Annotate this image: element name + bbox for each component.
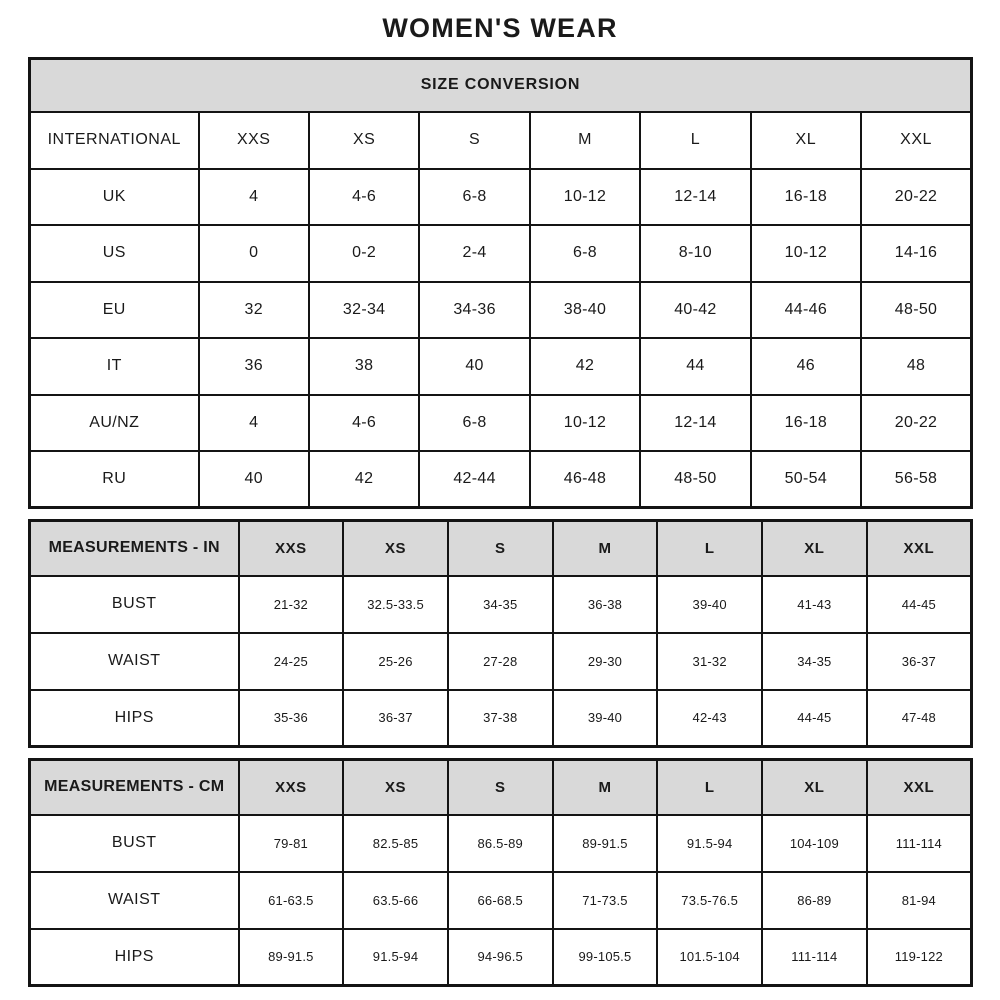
table-row — [30, 225, 972, 282]
size-cell: 4 — [199, 169, 309, 226]
size-cell: 20-22 — [861, 395, 971, 452]
size-cell: 20-22 — [861, 169, 971, 226]
column-header-size: L — [657, 760, 762, 815]
size-cell: 86.5-89 — [448, 815, 553, 872]
size-cell: 89-91.5 — [553, 815, 658, 872]
column-header-size: M — [530, 112, 640, 169]
size-cell: 89-91.5 — [239, 929, 344, 986]
size-cell: 36-38 — [553, 576, 658, 633]
size-cell: 0 — [199, 225, 309, 282]
table-row — [30, 633, 972, 690]
column-header-size: S — [448, 760, 553, 815]
size-cell: 40 — [199, 451, 309, 508]
size-cell: 41-43 — [762, 576, 867, 633]
size-cell: 36 — [199, 338, 309, 395]
page-title: WOMEN'S WEAR — [382, 13, 618, 43]
table-row — [30, 451, 972, 508]
size-cell: 48-50 — [640, 451, 750, 508]
size-cell: 94-96.5 — [448, 929, 553, 986]
size-cell: 44 — [640, 338, 750, 395]
size-cell: 34-35 — [762, 633, 867, 690]
size-cell: 38-40 — [530, 282, 640, 339]
size-cell: 61-63.5 — [239, 872, 344, 929]
size-cell: 81-94 — [867, 872, 972, 929]
table-row — [30, 576, 972, 633]
size-cell: 42-43 — [657, 690, 762, 747]
column-header-size: M — [553, 760, 658, 815]
column-header-label: MEASUREMENTS - IN — [30, 521, 239, 576]
column-header-size: XS — [343, 521, 448, 576]
size-cell: 2-4 — [419, 225, 529, 282]
table-row — [30, 282, 972, 339]
size-cell: 40 — [419, 338, 529, 395]
size-cell: 37-38 — [448, 690, 553, 747]
size-cell: 46 — [751, 338, 861, 395]
size-cell: 39-40 — [657, 576, 762, 633]
column-header-size: XXS — [239, 521, 344, 576]
size-cell: 42-44 — [419, 451, 529, 508]
column-header-size: XXL — [861, 112, 971, 169]
size-cell: 82.5-85 — [343, 815, 448, 872]
size-cell: 111-114 — [867, 815, 972, 872]
size-cell: 35-36 — [239, 690, 344, 747]
size-cell: 104-109 — [762, 815, 867, 872]
size-cell: 34-35 — [448, 576, 553, 633]
size-conversion-table — [28, 57, 973, 509]
size-cell: 12-14 — [640, 395, 750, 452]
size-cell: 25-26 — [343, 633, 448, 690]
row-label: WAIST — [30, 872, 239, 929]
size-cell: 6-8 — [419, 395, 529, 452]
size-cell: 44-45 — [867, 576, 972, 633]
row-label: BUST — [30, 576, 239, 633]
row-label: UK — [30, 169, 199, 226]
size-cell: 36-37 — [343, 690, 448, 747]
table-row — [30, 690, 972, 747]
size-cell: 47-48 — [867, 690, 972, 747]
table-row — [30, 395, 972, 452]
size-cell: 48-50 — [861, 282, 971, 339]
size-cell: 10-12 — [530, 169, 640, 226]
size-cell: 38 — [309, 338, 419, 395]
row-label: RU — [30, 451, 199, 508]
size-cell: 0-2 — [309, 225, 419, 282]
size-cell: 8-10 — [640, 225, 750, 282]
size-cell: 4 — [199, 395, 309, 452]
size-cell: 12-14 — [640, 169, 750, 226]
column-header-size: XS — [343, 760, 448, 815]
size-cell: 48 — [861, 338, 971, 395]
size-cell: 119-122 — [867, 929, 972, 986]
column-header-size: M — [553, 521, 658, 576]
row-label: US — [30, 225, 199, 282]
size-cell: 44-45 — [762, 690, 867, 747]
column-header-size: XS — [309, 112, 419, 169]
size-cell: 32 — [199, 282, 309, 339]
size-cell: 44-46 — [751, 282, 861, 339]
size-cell: 16-18 — [751, 169, 861, 226]
size-cell: 10-12 — [751, 225, 861, 282]
size-cell: 99-105.5 — [553, 929, 658, 986]
size-cell: 21-32 — [239, 576, 344, 633]
size-cell: 66-68.5 — [448, 872, 553, 929]
row-label: EU — [30, 282, 199, 339]
size-cell: 14-16 — [861, 225, 971, 282]
table-banner: SIZE CONVERSION — [30, 59, 972, 112]
column-header-size: XL — [762, 760, 867, 815]
size-cell: 63.5-66 — [343, 872, 448, 929]
size-cell: 16-18 — [751, 395, 861, 452]
table-row — [30, 815, 972, 872]
table-row — [30, 872, 972, 929]
size-cell: 4-6 — [309, 169, 419, 226]
size-cell: 111-114 — [762, 929, 867, 986]
column-header-size: L — [640, 112, 750, 169]
row-label: WAIST — [30, 633, 239, 690]
column-header-label: MEASUREMENTS - CM — [30, 760, 239, 815]
measurements-in-table — [28, 519, 973, 748]
size-cell: 50-54 — [751, 451, 861, 508]
measurements-cm-table — [28, 758, 973, 987]
size-cell: 6-8 — [530, 225, 640, 282]
size-cell: 36-37 — [867, 633, 972, 690]
size-cell: 27-28 — [448, 633, 553, 690]
size-cell: 32.5-33.5 — [343, 576, 448, 633]
size-cell: 10-12 — [530, 395, 640, 452]
size-cell: 91.5-94 — [343, 929, 448, 986]
table-row — [30, 169, 972, 226]
row-label: BUST — [30, 815, 239, 872]
column-header-size: XXL — [867, 521, 972, 576]
size-cell: 32-34 — [309, 282, 419, 339]
column-header-size: XXL — [867, 760, 972, 815]
size-cell: 4-6 — [309, 395, 419, 452]
size-cell: 79-81 — [239, 815, 344, 872]
size-cell: 73.5-76.5 — [657, 872, 762, 929]
size-cell: 56-58 — [861, 451, 971, 508]
size-cell: 31-32 — [657, 633, 762, 690]
row-label: IT — [30, 338, 199, 395]
size-cell: 6-8 — [419, 169, 529, 226]
size-cell: 71-73.5 — [553, 872, 658, 929]
size-cell: 91.5-94 — [657, 815, 762, 872]
row-label: AU/NZ — [30, 395, 199, 452]
column-header-size: L — [657, 521, 762, 576]
column-header-size: XL — [751, 112, 861, 169]
table-row — [30, 338, 972, 395]
size-cell: 34-36 — [419, 282, 529, 339]
column-header-size: S — [448, 521, 553, 576]
column-header-label: INTERNATIONAL — [30, 112, 199, 169]
size-cell: 46-48 — [530, 451, 640, 508]
table-row — [30, 929, 972, 986]
size-cell: 29-30 — [553, 633, 658, 690]
column-header-size: S — [419, 112, 529, 169]
column-header-size: XXS — [199, 112, 309, 169]
size-cell: 86-89 — [762, 872, 867, 929]
column-header-size: XL — [762, 521, 867, 576]
row-label: HIPS — [30, 690, 239, 747]
size-cell: 101.5-104 — [657, 929, 762, 986]
size-cell: 42 — [530, 338, 640, 395]
column-header-size: XXS — [239, 760, 344, 815]
size-cell: 40-42 — [640, 282, 750, 339]
size-cell: 24-25 — [239, 633, 344, 690]
size-cell: 42 — [309, 451, 419, 508]
size-cell: 39-40 — [553, 690, 658, 747]
row-label: HIPS — [30, 929, 239, 986]
